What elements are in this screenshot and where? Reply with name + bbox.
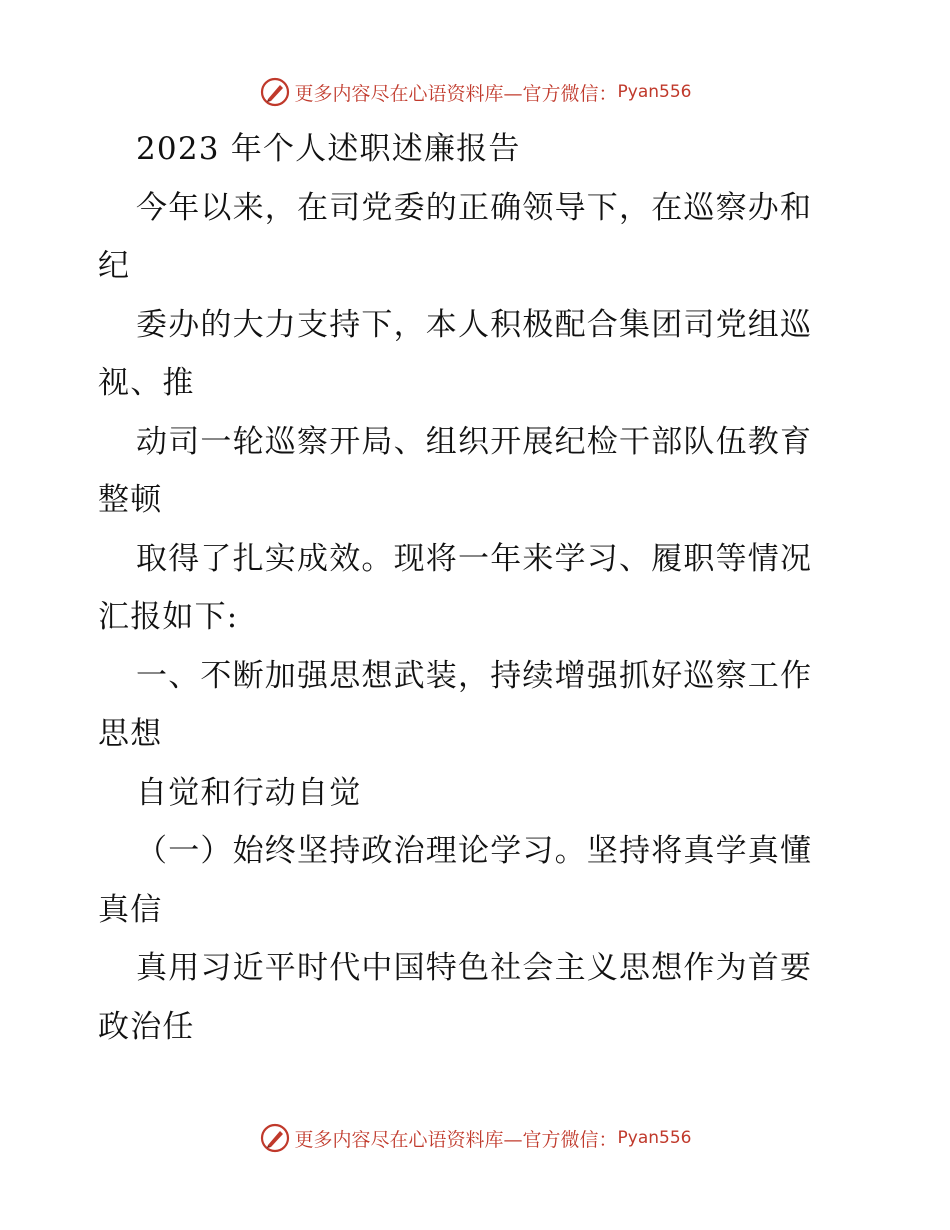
text-line: 委办的大力支持下，本人积极配合集团司党组巡 xyxy=(136,306,813,343)
text-line: （一）始终坚持政治理论学习。坚持将真学真懂 xyxy=(136,833,813,869)
watermark-id: Pyan556 xyxy=(617,1128,692,1148)
pen-logo-icon xyxy=(259,76,291,108)
document-title: 2023 年个人述职述廉报告 xyxy=(136,131,521,167)
watermark-text: 更多内容尽在心语资料库—官方微信： xyxy=(294,1128,618,1151)
text-line: 自觉和行动自觉 xyxy=(136,774,362,811)
text-line: 一、不断加强思想武装，持续增强抓好巡察工作 xyxy=(136,657,813,694)
text-line: 取得了扎实成效。现将一年来学习、履职等情况 xyxy=(136,540,813,577)
text-line: 今年以来，在司党委的正确领导下，在巡察办和 xyxy=(136,189,813,226)
text-line: 真信 xyxy=(98,891,163,928)
watermark-id: Pyan556 xyxy=(617,82,692,102)
document-body xyxy=(98,120,858,1056)
watermark-footer xyxy=(0,1118,950,1158)
text-line: 真用习近平时代中国特色社会主义思想作为首要 xyxy=(136,950,813,986)
text-line: 政治任 xyxy=(98,1008,195,1045)
text-line: 整顿 xyxy=(98,482,163,518)
text-line: 汇报如下: xyxy=(98,599,239,635)
pen-logo-icon xyxy=(259,1122,291,1154)
watermark-header xyxy=(0,72,950,112)
text-line: 视、推 xyxy=(98,365,195,401)
text-line: 纪 xyxy=(98,248,131,284)
text-line: 思想 xyxy=(98,716,163,752)
text-line: 动司一轮巡察开局、组织开展纪检干部队伍教育 xyxy=(136,423,813,460)
watermark-text: 更多内容尽在心语资料库—官方微信： xyxy=(294,82,618,105)
